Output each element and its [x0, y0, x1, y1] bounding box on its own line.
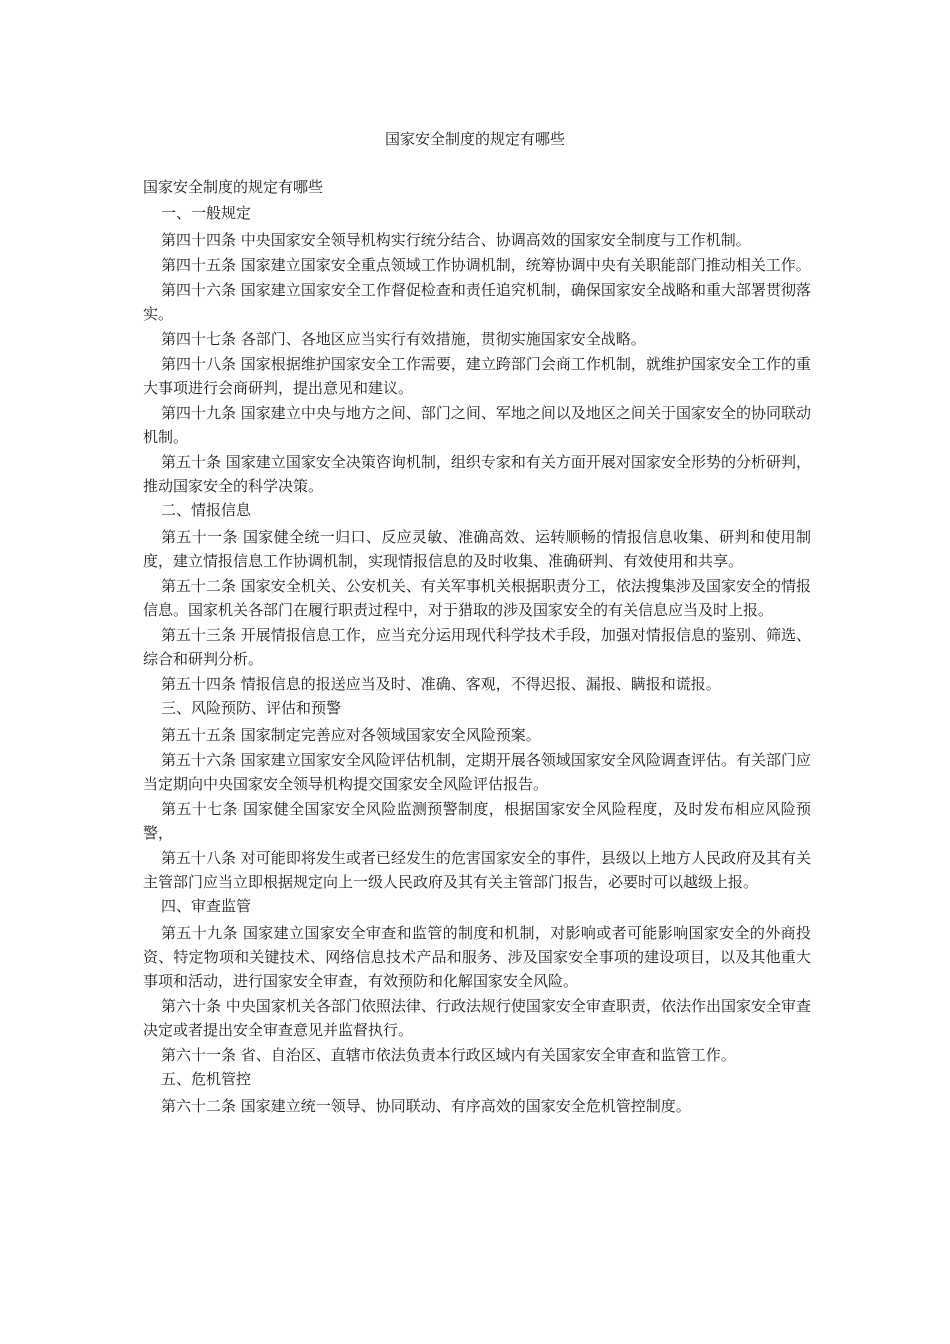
section-heading: 一、一般规定: [161, 204, 252, 222]
article-paragraph: 第四十五条 国家建立国家安全重点领域工作协调机制，统筹协调中央有关职能部门推动相关工作。: [161, 256, 811, 274]
article-paragraph: 第五十五条 国家制定完善应对各领域国家安全风险预案。: [161, 726, 541, 744]
document-body: [143, 176, 811, 1119]
article-paragraph: 第五十一条 国家健全统一归口、反应灵敏、准确高效、运转顺畅的情报信息收集、研判和使用制度，建立情报信息工作协调机制，实现情报信息的及时收集、准确研判、有效使用和共享。: [143, 528, 811, 570]
section-heading: 三、风险预防、评估和预警: [161, 699, 342, 717]
section-heading: 四、审查监管: [161, 897, 252, 915]
article-paragraph: 第五十三条 开展情报信息工作，应当充分运用现代科学技术手段，加强对情报信息的鉴别、筛选、综合和研判分析。: [143, 626, 811, 668]
article-paragraph: 第四十八条 国家根据维护国家安全工作需要，建立跨部门会商工作机制，就维护国家安全工作的重大事项进行会商研判，提出意见和建议。: [143, 355, 811, 397]
section-heading: 二、情报信息: [161, 501, 252, 519]
article-paragraph: 第五十四条 情报信息的报送应当及时、准确、客观，不得迟报、漏报、瞒报和谎报。: [161, 675, 721, 693]
article-paragraph: 第五十条 国家建立国家安全决策咨询机制，组织专家和有关方面开展对国家安全形势的分析研判，推动国家安全的科学决策。: [143, 453, 811, 495]
article-paragraph: 第四十九条 国家建立中央与地方之间、部门之间、军地之间以及地区之间关于国家安全的协同联动机制。: [143, 404, 811, 446]
article-paragraph: 第五十八条 对可能即将发生或者已经发生的危害国家安全的事件，县级以上地方人民政府及其有关主管部门应当立即根据规定向上一级人民政府及其有关主管部门报告，必要时可以越级上报。: [143, 849, 811, 891]
article-paragraph: 第五十九条 国家建立国家安全审查和监管的制度和机制，对影响或者可能影响国家安全的外商投资、特定物项和关键技术、网络信息技术产品和服务、涉及国家安全事项的建设项目，以及其他重大事项和活动，进行国家安全审查，有效预防和化解国家安全风险。: [143, 924, 811, 990]
article-paragraph: 第六十条 中央国家机关各部门依照法律、行政法规行使国家安全审查职责，依法作出国家安全审查决定或者提出安全审查意见并监督执行。: [143, 997, 811, 1039]
article-paragraph: 第六十一条 省、自治区、直辖市依法负责本行政区域内有关国家安全审查和监管工作。: [161, 1046, 736, 1064]
article-paragraph: 第五十二条 国家安全机关、公安机关、有关军事机关根据职责分工，依法搜集涉及国家安全的情报信息。国家机关各部门在履行职责过程中，对于猎取的涉及国家安全的有关信息应当及时上报。: [143, 577, 811, 619]
article-paragraph: 第六十二条 国家建立统一领导、协同联动、有序高效的国家安全危机管控制度。: [161, 1097, 691, 1115]
document-title: 国家安全制度的规定有哪些: [384, 130, 565, 148]
section-heading: 五、危机管控: [161, 1070, 252, 1088]
article-paragraph: 第四十六条 国家建立国家安全工作督促检查和责任追究机制，确保国家安全战略和重大部署贯彻落实。: [143, 281, 811, 323]
article-paragraph: 第四十四条 中央国家安全领导机构实行统分结合、协调高效的国家安全制度与工作机制。: [161, 231, 751, 249]
article-paragraph: 第五十七条 国家健全国家安全风险监测预警制度，根据国家安全风险程度，及时发布相应风险预警，: [143, 800, 811, 842]
article-paragraph: 第五十六条 国家建立国家安全风险评估机制，定期开展各领域国家安全风险调查评估。有关部门应当定期向中央国家安全领导机构提交国家安全风险评估报告。: [143, 751, 811, 793]
document-subtitle: 国家安全制度的规定有哪些: [143, 178, 324, 196]
article-paragraph: 第四十七条 各部门、各地区应当实行有效措施，贯彻实施国家安全战略。: [161, 330, 646, 348]
